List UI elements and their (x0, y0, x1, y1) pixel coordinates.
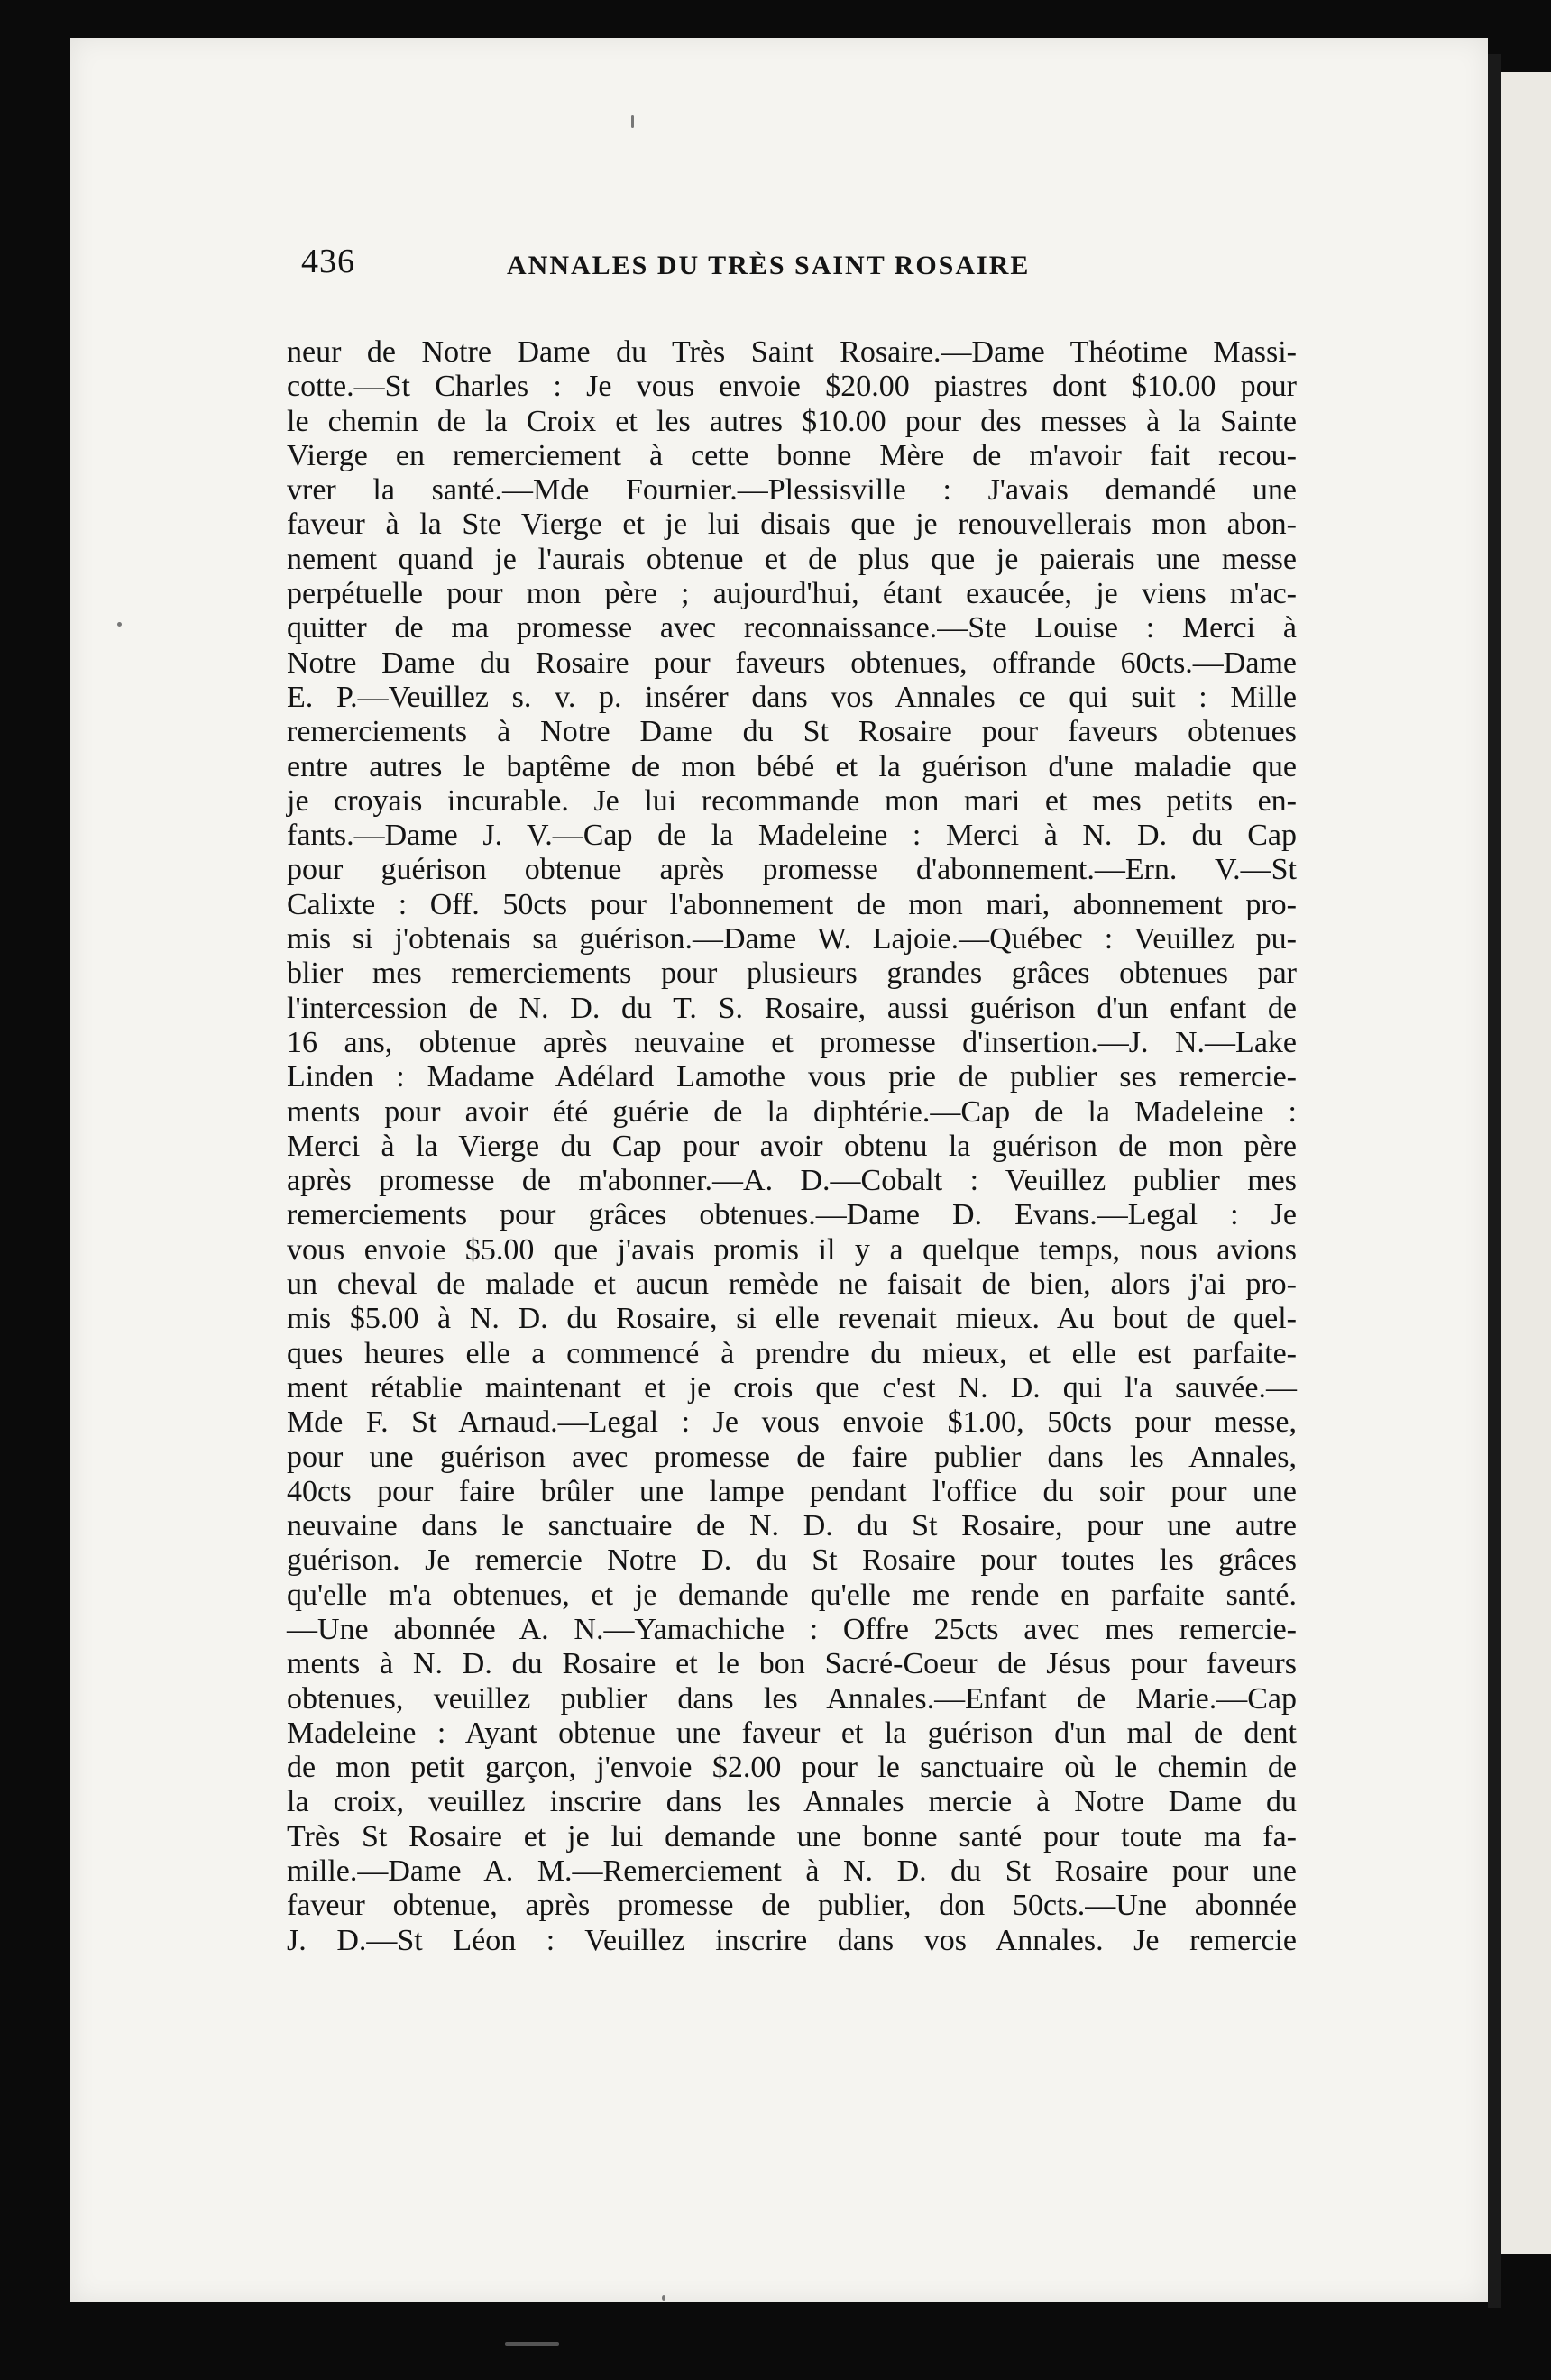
text-line: remerciements à Notre Dame du St Rosaire pour faveurs obtenues (287, 715, 1297, 749)
text-line: Mde F. St Arnaud.—Legal : Je vous envoie $1.00, 50cts pour messe, (287, 1405, 1297, 1440)
text-line: après promesse de m'abonner.—A. D.—Cobalt : Veuillez publier mes (287, 1164, 1297, 1198)
text-line: obtenues, veuillez publier dans les Annales.—Enfant de Marie.—Cap (287, 1681, 1297, 1716)
text-line: J. D.—St Léon : Veuillez inscrire dans vos Annales. Je remercie (287, 1923, 1297, 1957)
text-line: ments à N. D. du Rosaire et le bon Sacré-Coeur de Jésus pour faveurs (287, 1647, 1297, 1681)
text-line: neuvaine dans le sanctuaire de N. D. du St Rosaire, pour une autre (287, 1509, 1297, 1543)
text-line: faveur obtenue, après promesse de publier, don 50cts.—Une abonnée (287, 1889, 1297, 1923)
text-line: un cheval de malade et aucun remède ne faisait de bien, alors j'ai pro- (287, 1268, 1297, 1302)
text-line: qu'elle m'a obtenues, et je demande qu'elle me rende en parfaite santé. (287, 1578, 1297, 1612)
text-line: perpétuelle pour mon père ; aujourd'hui, étant exaucée, je viens m'ac- (287, 577, 1297, 611)
text-line: Merci à la Vierge du Cap pour avoir obtenu la guérison de mon père (287, 1129, 1297, 1163)
running-title: ANNALES DU TRÈS SAINT ROSAIRE (507, 251, 1031, 280)
text-line: vous envoie $5.00 que j'avais promis il y a quelque temps, nous avions (287, 1232, 1297, 1267)
text-line: l'intercession de N. D. du T. S. Rosaire, aussi guérison d'un enfant de (287, 991, 1297, 1025)
text-line: Madeleine : Ayant obtenue une faveur et la guérison d'un mal de dent (287, 1716, 1297, 1750)
text-line: E. P.—Veuillez s. v. p. insérer dans vos Annales ce qui suit : Mille (287, 680, 1297, 714)
text-line: ment rétablie maintenant et je crois que c'est N. D. qui l'a sauvée.— (287, 1370, 1297, 1405)
facing-page-edge (1501, 72, 1551, 2254)
text-line: Vierge en remerciement à cette bonne Mère de m'avoir fait recou- (287, 438, 1297, 472)
scan-speck (117, 622, 122, 627)
page-header (301, 242, 1293, 296)
text-line: Calixte : Off. 50cts pour l'abonnement de mon mari, abonnement pro- (287, 887, 1297, 921)
text-line: la croix, veuillez inscrire dans les Annales mercie à Notre Dame du (287, 1785, 1297, 1819)
text-line: quitter de ma promesse avec reconnaissance.—Ste Louise : Merci à (287, 611, 1297, 645)
text-line: guérison. Je remercie Notre D. du St Rosaire pour toutes les grâces (287, 1543, 1297, 1578)
scan-speck (662, 2295, 665, 2301)
text-line: de mon petit garçon, j'envoie $2.00 pour le sanctuaire où le chemin de (287, 1751, 1297, 1785)
text-line: blier mes remerciements pour plusieurs grandes grâces obtenues par (287, 957, 1297, 991)
scan-speck (631, 115, 634, 128)
text-line: mis si j'obtenais sa guérison.—Dame W. Lajoie.—Québec : Veuillez pu- (287, 922, 1297, 957)
text-line: neur de Notre Dame du Très Saint Rosaire.—Dame Théotime Massi- (287, 335, 1297, 369)
body-text (287, 335, 1297, 1958)
text-line: 16 ans, obtenue après neuvaine et promesse d'insertion.—J. N.—Lake (287, 1025, 1297, 1059)
text-line: Très St Rosaire et je lui demande une bonne santé pour toute ma fa- (287, 1819, 1297, 1854)
text-line: le chemin de la Croix et les autres $10.00 pour des messes à la Sainte (287, 404, 1297, 438)
text-line: fants.—Dame J. V.—Cap de la Madeleine : Merci à N. D. du Cap (287, 819, 1297, 853)
text-line: mille.—Dame A. M.—Remerciement à N. D. du St Rosaire pour une (287, 1854, 1297, 1889)
text-line: Linden : Madame Adélard Lamothe vous prie de publier ses remercie- (287, 1060, 1297, 1094)
text-line: je croyais incurable. Je lui recommande mon mari et mes petits en- (287, 783, 1297, 818)
text-line: pour une guérison avec promesse de faire publier dans les Annales, (287, 1440, 1297, 1474)
text-line: 40cts pour faire brûler une lampe pendant l'office du soir pour une (287, 1474, 1297, 1508)
page-number: 436 (301, 243, 355, 280)
text-line: ques heures elle a commencé à prendre du mieux, et elle est parfaite- (287, 1336, 1297, 1370)
text-line: —Une abonnée A. N.—Yamachiche : Offre 25cts avec mes remercie- (287, 1612, 1297, 1646)
text-line: nement quand je l'aurais obtenue et de plus que je paierais une messe (287, 542, 1297, 576)
text-line: Notre Dame du Rosaire pour faveurs obtenues, offrande 60cts.—Dame (287, 645, 1297, 680)
text-line: vrer la santé.—Mde Fournier.—Plessisville : J'avais demandé une (287, 473, 1297, 508)
text-line: cotte.—St Charles : Je vous envoie $20.00 piastres dont $10.00 pour (287, 370, 1297, 404)
text-line: mis $5.00 à N. D. du Rosaire, si elle revenait mieux. Au bout de quel- (287, 1302, 1297, 1336)
page-gutter (1488, 54, 1501, 2308)
text-line: pour guérison obtenue après promesse d'abonnement.—Ern. V.—St (287, 853, 1297, 887)
text-line: remerciements pour grâces obtenues.—Dame D. Evans.—Legal : Je (287, 1198, 1297, 1232)
text-line: faveur à la Ste Vierge et je lui disais que je renouvellerais mon abon- (287, 508, 1297, 542)
text-line: entre autres le baptême de mon bébé et la guérison d'une maladie que (287, 749, 1297, 783)
scan-speck (505, 2342, 559, 2346)
text-line: ments pour avoir été guérie de la diphtérie.—Cap de la Madeleine : (287, 1094, 1297, 1129)
